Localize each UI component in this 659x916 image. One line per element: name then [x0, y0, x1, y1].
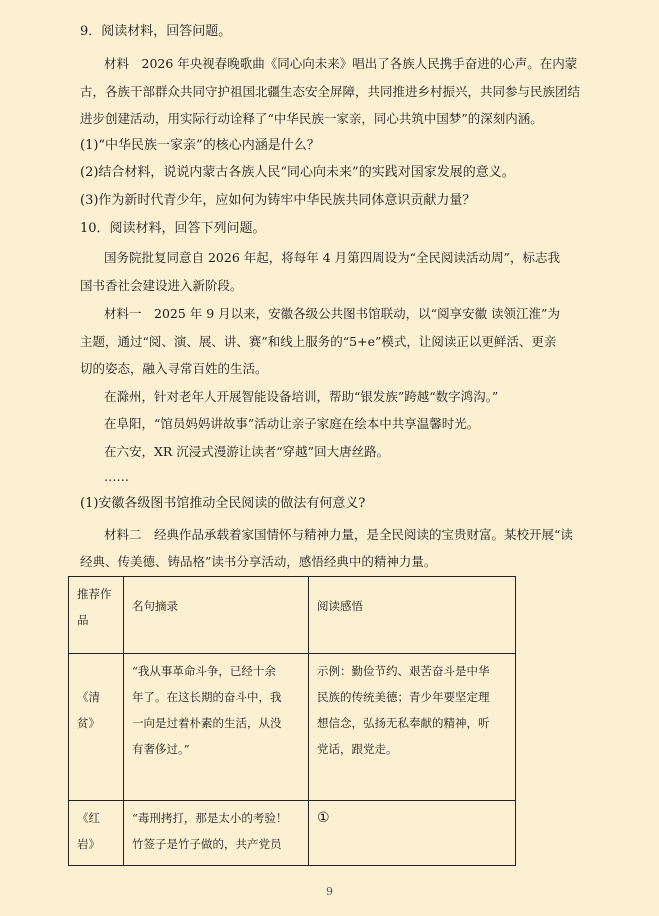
quote-text: “我从事革命斗争，已经十余 年了。在这长期的奋斗中，我 一向是过着朴素的生活，从没 有奢侈过。”	[132, 664, 282, 756]
work-title: 《清 贫》	[77, 690, 100, 730]
q10-m2-line-1: 材料二 经典作品承载着家国情怀与精神力量，是全民阅读的宝贵财富。某校开展“读	[104, 527, 573, 542]
table-cell-quote	[124, 801, 309, 866]
table-header-cell	[124, 577, 309, 654]
reading-table	[68, 576, 516, 866]
table-cell-insight	[309, 801, 516, 866]
header-work: 推荐作 品	[77, 587, 112, 627]
header-insight: 阅读感悟	[317, 599, 363, 613]
table-cell-insight	[309, 654, 516, 801]
insight-text: 示例：勤俭节约、艰苦奋斗是中华 民族的传统美德；青少年要坚定理 想信念，弘扬无私奉献的精神，听 党话，跟党走。	[317, 664, 490, 756]
q9-sub-1: (1)“中华民族一家亲”的核心内涵是什么？	[80, 138, 320, 153]
table-cell-work	[69, 654, 124, 801]
q10-intro-line-2: 国书香社会建设进入新阶段。	[80, 278, 243, 293]
q10-m1-ellipsis: ……	[104, 469, 129, 484]
q9-material-line-3: 进步创建活动，用实际行动诠释了“中华民族一家亲，同心共筑中国梦”的深刻内涵。	[80, 111, 543, 126]
table-row	[69, 801, 516, 866]
q9-sub-3: (3)作为新时代青少年，应如何为铸牢中华民族共同体意识贡献力量？	[80, 193, 476, 208]
table-row	[69, 654, 516, 801]
q10-sub-1: (1)安徽各级图书馆推动全民阅读的做法有何意义?	[80, 496, 366, 511]
q9-material-line-1: 材料 2026 年央视春晚歌曲《同心向未来》唱出了各族人民携手奋进的心声。在内蒙	[104, 56, 578, 71]
table-cell-quote	[124, 654, 309, 801]
q10-m1-item-1: 在滁州，针对老年人开展智能设备培训，帮助“银发族”跨越“数字鸿沟。”	[104, 389, 499, 404]
header-quote: 名句摘录	[132, 599, 178, 613]
q10-m2-line-2: 经典、传美德、铸品格”读书分享活动，感悟经典中的精神力量。	[80, 554, 437, 569]
q10-m1-item-2: 在阜阳，“馆员妈妈讲故事”活动让亲子家庭在绘本中共享温馨时光。	[104, 416, 480, 431]
q10-m1-line-2: 主题，通过“阅、演、展、讲、赛”和线上服务的“5+e”模式，让阅读正以更鲜活、更亲	[80, 334, 557, 349]
table-header-cell	[309, 577, 516, 654]
q10-title: 10．阅读材料，回答下列问题。	[80, 221, 266, 236]
q10-m1-line-3: 切的姿态，融入寻常百姓的生活。	[80, 361, 268, 376]
q9-sub-2: (2)结合材料，说说内蒙古各族人民“同心向未来”的实践对国家发展的意义。	[80, 165, 515, 180]
answer-blank-1: ①	[317, 810, 330, 826]
q9-title: 9．阅读材料，回答问题。	[80, 24, 232, 39]
q10-m1-item-3: 在六安，XR 沉浸式漫游让读者“穿越”回大唐丝路。	[104, 444, 390, 459]
table-header-cell	[69, 577, 124, 654]
table-cell-work	[69, 801, 124, 866]
q10-intro-line-1: 国务院批复同意自 2026 年起，将每年 4 月第四周设为“全民阅读活动周”，标志我	[104, 250, 560, 265]
q9-material-line-2: 古，各族干部群众共同守护祖国北疆生态安全屏障，共同推进乡村振兴，共同参与民族团结	[80, 84, 581, 99]
page-number: 9	[326, 885, 333, 898]
table-header-row	[69, 577, 516, 654]
quote-text: “毒刑拷打，那是太小的考验！ 竹签子是竹子做的，共产党员	[132, 811, 288, 851]
q10-m1-line-1: 材料一 2025 年 9 月以来，安徽各级公共图书馆联动，以“阅享安徽 读领江淮”为	[104, 306, 560, 321]
work-title: 《红 岩》	[77, 811, 100, 851]
